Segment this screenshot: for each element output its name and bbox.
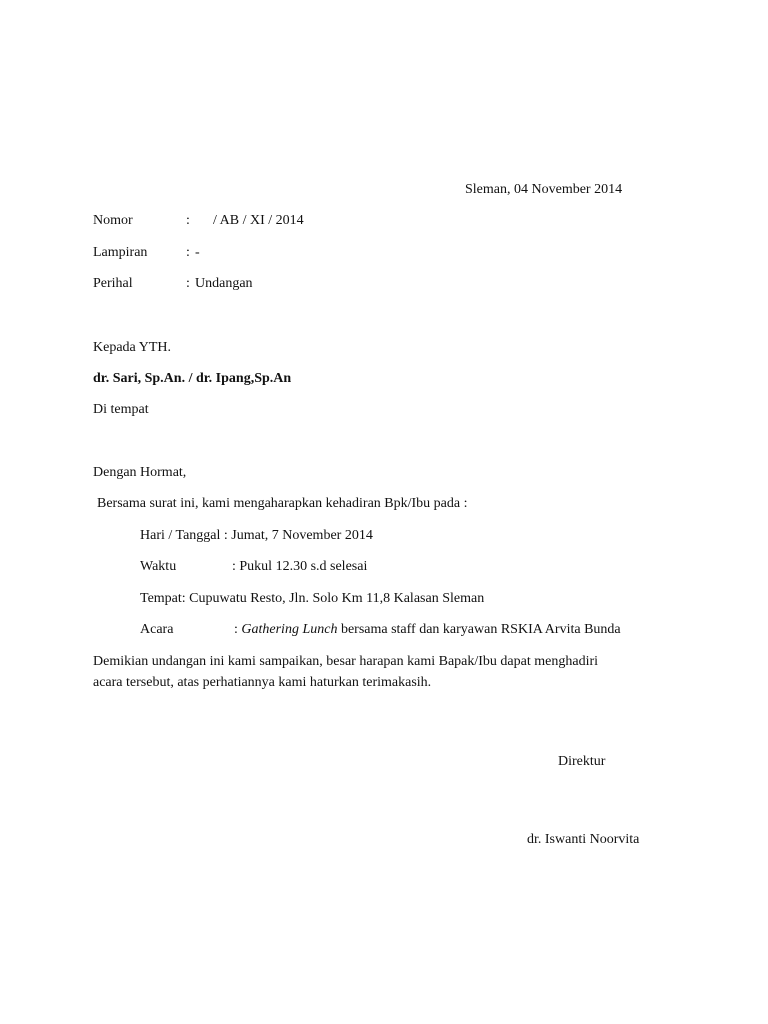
nomor-value: / AB / XI / 2014 — [213, 213, 304, 228]
detail-acara-colon: : — [234, 622, 238, 637]
signature-title: Direktur — [558, 754, 606, 769]
closing-line-2: acara tersebut, atas perhatiannya kami haturkan terimakasih. — [93, 675, 432, 690]
detail-hari-tanggal: Hari / Tanggal : Jumat, 7 November 2014 — [140, 528, 373, 543]
nomor-colon: : — [186, 213, 190, 228]
intro-text: Bersama surat ini, kami mengaharapkan kehadiran Bpk/Ibu pada : — [97, 496, 468, 511]
detail-acara-rest: bersama staff dan karyawan RSKIA Arvita Bunda — [337, 622, 621, 637]
recipient-kepada: Kepada YTH. — [93, 340, 172, 355]
place-date: Sleman, 04 November 2014 — [465, 182, 623, 197]
perihal-value: Undangan — [195, 276, 253, 291]
perihal-label: Perihal — [93, 276, 133, 291]
lampiran-label: Lampiran — [93, 245, 148, 260]
detail-waktu-value: : Pukul 12.30 s.d selesai — [232, 559, 368, 574]
detail-acara-label: Acara — [140, 622, 174, 637]
detail-waktu-label: Waktu — [140, 559, 177, 574]
nomor-label: Nomor — [93, 213, 133, 228]
lampiran-colon: : — [186, 245, 190, 260]
detail-acara-value — [234, 621, 621, 639]
closing-line-1: Demikian undangan ini kami sampaikan, besar harapan kami Bapak/Ibu dapat menghadiri — [93, 654, 599, 669]
recipient-location: Di tempat — [93, 402, 149, 417]
signature-name: dr. Iswanti Noorvita — [527, 832, 640, 847]
salutation: Dengan Hormat, — [93, 465, 187, 480]
detail-acara-event: Gathering Lunch — [241, 622, 338, 637]
lampiran-value: - — [195, 245, 200, 260]
recipient-name: dr. Sari, Sp.An. / dr. Ipang,Sp.An — [93, 371, 292, 386]
detail-tempat: Tempat: Cupuwatu Resto, Jln. Solo Km 11,8 Kalasan Sleman — [140, 591, 485, 606]
perihal-colon: : — [186, 276, 190, 291]
